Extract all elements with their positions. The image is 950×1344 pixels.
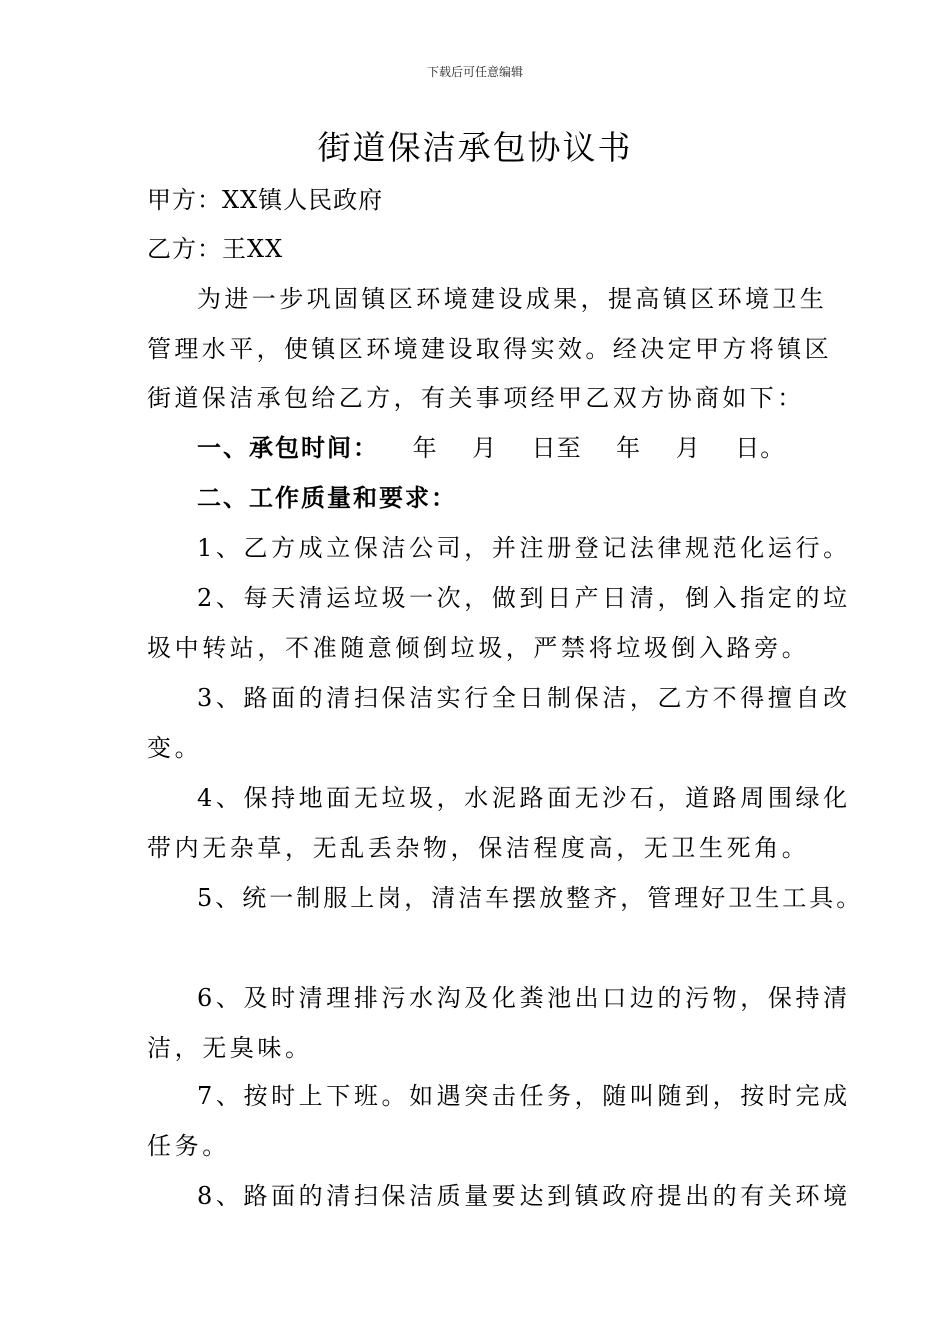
item-6-line-2: 洁，无臭味。 bbox=[147, 1034, 313, 1062]
document-title: 街道保洁承包协议书 bbox=[317, 128, 633, 167]
item-5: 5、统一制服上岗，清洁车摆放整齐，管理好卫生工具。 bbox=[197, 884, 864, 912]
item-6-line-1: 6、及时清理排污水沟及化粪池出口边的污物，保持清 bbox=[197, 984, 851, 1012]
section-2-label: 二、工作质量和要求： bbox=[197, 484, 457, 512]
item-8-line-1: 8、路面的清扫保洁质量要达到镇政府提出的有关环境 bbox=[197, 1182, 851, 1210]
item-2-line-2: 圾中转站，不准随意倾倒垃圾，严禁将垃圾倒入路旁。 bbox=[147, 634, 810, 662]
item-4-line-1: 4、保持地面无垃圾，水泥路面无沙石，道路周围绿化 bbox=[197, 784, 851, 812]
item-7-line-1: 7、按时上下班。如遇突击任务，随叫随到，按时完成 bbox=[197, 1082, 851, 1110]
page-header-note: 下载后可任意编辑 bbox=[426, 65, 523, 79]
item-2-line-1: 2、每天清运垃圾一次，做到日产日清，倒入指定的垃 bbox=[197, 584, 851, 612]
item-1: 1、乙方成立保洁公司，并注册登记法律规范化运行。 bbox=[197, 534, 851, 562]
section-1-label: 一、承包时间： bbox=[197, 434, 379, 462]
intro-line-2: 管理水平，使镇区环境建设取得实效。经决定甲方将镇区 bbox=[147, 335, 832, 363]
party-a: 甲方：XX镇人民政府 bbox=[147, 186, 384, 214]
item-3-line-2: 变。 bbox=[147, 734, 203, 762]
item-7-line-2: 任务。 bbox=[147, 1132, 230, 1160]
intro-line-3: 街道保洁承包给乙方，有关事项经甲乙双方协商如下： bbox=[147, 384, 805, 412]
intro-line-1: 为进一步巩固镇区环境建设成果，提高镇区环境卫生 bbox=[197, 285, 828, 313]
party-b: 乙方：王XX bbox=[147, 235, 284, 263]
item-4-line-2: 带内无杂草，无乱丢杂物，保洁程度高，无卫生死角。 bbox=[147, 834, 810, 862]
section-1-value: 年 月 日至 年 月 日。 bbox=[412, 434, 786, 462]
section-contract-period bbox=[197, 432, 785, 464]
item-3-line-1: 3、路面的清扫保洁实行全日制保洁，乙方不得擅自改 bbox=[197, 684, 851, 712]
